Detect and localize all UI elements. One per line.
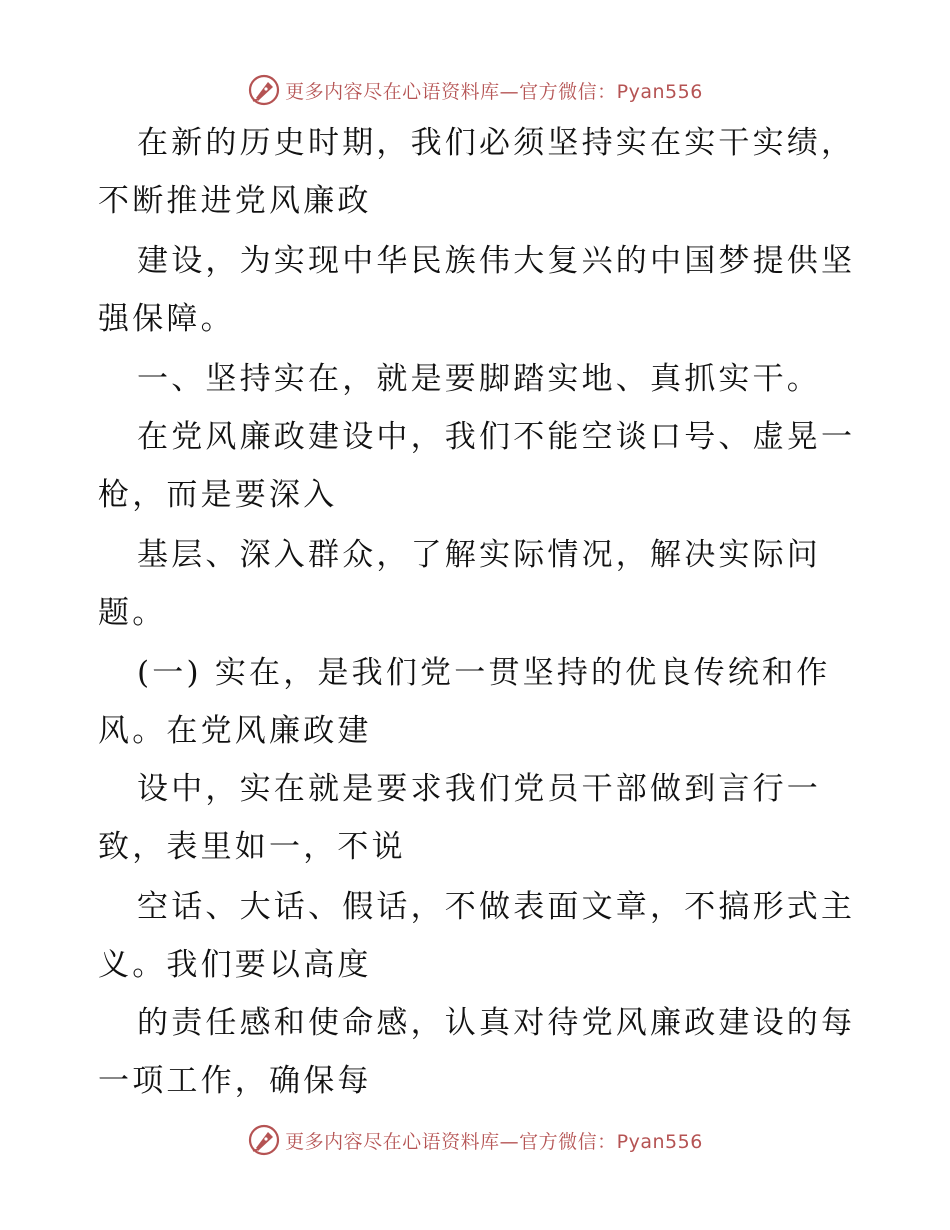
body-line: 空话、大话、假话，不做表面文章，不搞形式主: [137, 889, 856, 925]
body-line: (一) 实在，是我们党一贯坚持的优良传统和作: [137, 655, 831, 691]
body-line: 题。: [98, 595, 167, 631]
body-line: 一、坚持实在，就是要脚踏实地、真抓实干。: [137, 361, 821, 397]
footer-banner-text: 更多内容尽在心语资料库—官方微信：Pyan556: [285, 1130, 703, 1153]
body-line: 义。我们要以高度: [98, 947, 372, 983]
body-line: 不断推进党风廉政: [98, 183, 372, 219]
header-banner: [0, 72, 950, 108]
body-line: 强保障。: [98, 301, 235, 337]
pen-nib-logo-icon: [247, 73, 281, 107]
body-line: 设中，实在就是要求我们党员干部做到言行一: [137, 771, 821, 807]
body-line: 枪，而是要深入: [98, 477, 338, 513]
body-line: 基层、深入群众，了解实际情况，解决实际问: [137, 537, 821, 573]
pen-nib-logo-icon: [247, 1123, 281, 1157]
footer-banner: [0, 1122, 950, 1158]
body-line: 在新的历史时期，我们必须坚持实在实干实绩，: [137, 125, 856, 161]
body-line: 致，表里如一，不说: [98, 829, 406, 865]
body-line: 一项工作，确保每: [98, 1063, 372, 1099]
body-line: 在党风廉政建设中，我们不能空谈口号、虚晃一: [137, 419, 856, 455]
header-banner-text: 更多内容尽在心语资料库—官方微信：Pyan556: [285, 80, 703, 103]
body-line: 的责任感和使命感，认真对待党风廉政建设的每: [137, 1005, 856, 1041]
body-line: 建设，为实现中华民族伟大复兴的中国梦提供坚: [137, 243, 856, 279]
body-line: 风。在党风廉政建: [98, 713, 372, 749]
